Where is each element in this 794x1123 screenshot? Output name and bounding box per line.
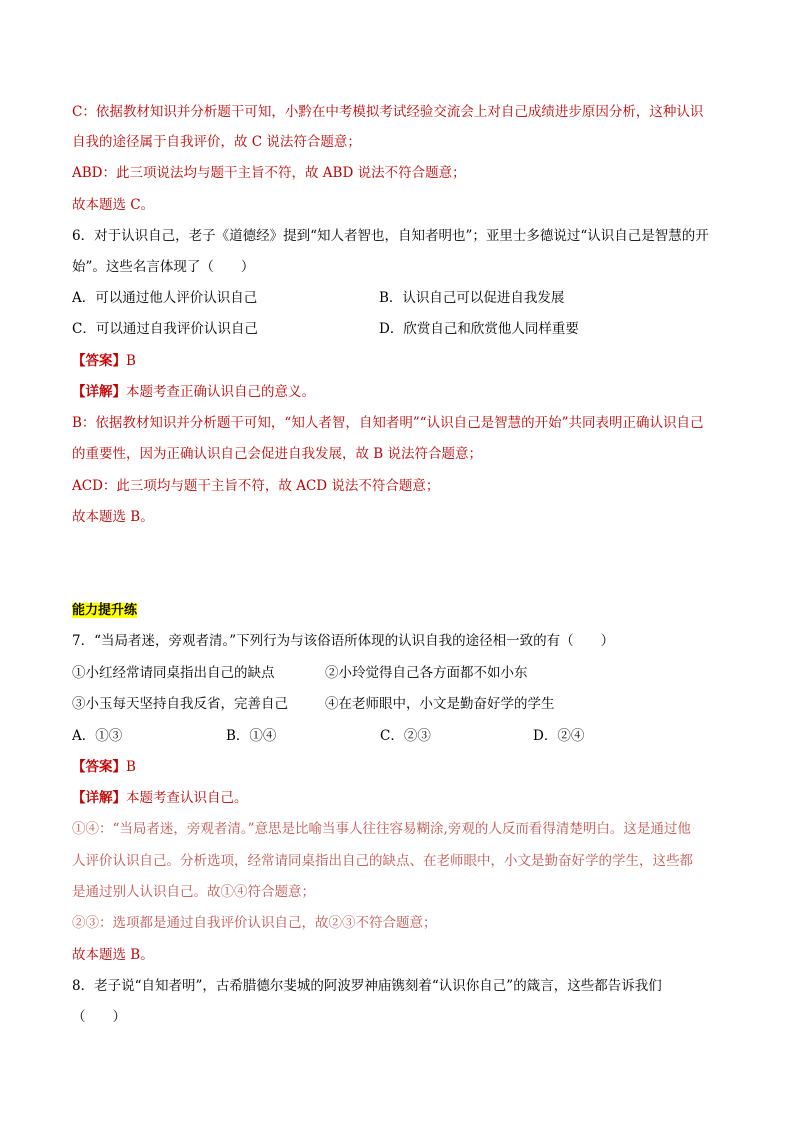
q7-item-3: ③小玉每天坚持自我反省，完善自己 bbox=[72, 696, 288, 712]
q7-exp-line1: ①④：“当局者迷，旁观者清。”意思是比喻当事人往往容易糊涂,旁观的人反而看得清楚明白。这是通过他 bbox=[72, 821, 691, 837]
q6-detail-text: 本题考查正确认识自己的意义。 bbox=[126, 384, 315, 400]
q6-stem-line2: 始”。这些名言体现了（ ） bbox=[72, 259, 255, 275]
q5-exp-line3: ABD：此三项说法均与题干主旨不符，故 ABD 说法不符合题意； bbox=[72, 165, 466, 181]
q6-option-a: A．可以通过他人评价认识自己 bbox=[72, 290, 258, 306]
q6-exp-line3: ACD：此三项均与题干主旨不符，故 ACD 说法不符合题意； bbox=[72, 478, 440, 494]
q5-exp-line1: C：依据教材知识并分析题干可知，小黔在中考模拟考试经验交流会上对自己成绩进步原因分析，这种认识 bbox=[72, 104, 704, 120]
q6-answer bbox=[72, 352, 136, 370]
q6-exp-line2: 的重要性，因为正确认识自己会促进自我发展，故 B 说法符合题意； bbox=[72, 446, 483, 462]
q7-answer-tag: 【答案】 bbox=[72, 759, 126, 775]
q6-detail-tag: 【详解】 bbox=[72, 384, 126, 400]
q5-exp-line2: 自我的途径属于自我评价，故 C 说法符合题意； bbox=[72, 134, 361, 150]
q5-exp-line4: 故本题选 C。 bbox=[72, 197, 155, 213]
q6-answer-value: B bbox=[126, 353, 136, 369]
q7-exp-line3: 是通过别人认识自己。故①④符合题意； bbox=[72, 884, 315, 900]
q7-option-b: B．①④ bbox=[226, 728, 277, 744]
section-title bbox=[72, 601, 137, 619]
q7-item-2: ②小玲觉得自己各方面都不如小东 bbox=[325, 665, 528, 681]
q6-option-b: B．认识自己可以促进自我发展 bbox=[379, 290, 565, 306]
q7-stem: 7．“当局者迷，旁观者清。”下列行为与该俗语所体现的认识自我的途径相一致的有（ ） bbox=[72, 633, 615, 649]
q6-option-c: C．可以通过自我评价认识自己 bbox=[72, 321, 258, 337]
q7-detail-tag: 【详解】 bbox=[72, 790, 126, 806]
q7-option-d: D．②④ bbox=[533, 728, 585, 744]
q7-option-a: A．①③ bbox=[72, 728, 123, 744]
q6-option-d: D．欣赏自己和欣赏他人同样重要 bbox=[379, 321, 579, 337]
q6-detail bbox=[72, 383, 315, 401]
q6-stem-line1: 6．对于认识自己，老子《道德经》提到“知人者智也，自知者明也”；亚里士多德说过“认识自己是智慧的开 bbox=[72, 228, 709, 244]
q7-detail-text: 本题考查认识自己。 bbox=[126, 790, 248, 806]
q7-answer bbox=[72, 758, 136, 776]
q7-answer-value: B bbox=[126, 759, 136, 775]
q7-exp-line4: ②③：选项都是通过自我评价认识自己，故②③不符合题意； bbox=[72, 915, 437, 931]
q6-exp-line1: B：依据教材知识并分析题干可知，“知人者智，自知者明”“认识自己是智慧的开始”共同表明正确认识自己 bbox=[72, 415, 704, 431]
q7-detail bbox=[72, 789, 248, 807]
q7-exp-line2: 人评价认识自己。分析选项，经常请同桌指出自己的缺点、在老师眼中，小文是勤奋好学的学生，这些都 bbox=[72, 853, 693, 869]
q6-answer-tag: 【答案】 bbox=[72, 353, 126, 369]
q6-exp-line4: 故本题选 B。 bbox=[72, 509, 154, 525]
q8-stem-line2: （ ） bbox=[72, 1009, 126, 1025]
q7-option-c: C．②③ bbox=[380, 728, 431, 744]
q7-item-4: ④在老师眼中，小文是勤奋好学的学生 bbox=[325, 696, 555, 712]
q8-stem-line1: 8．老子说“自知者明”，古希腊德尔斐城的阿波罗神庙镌刻着“认识你自己”的箴言，这些都告诉我们 bbox=[72, 978, 662, 994]
q7-exp-line5: 故本题选 B。 bbox=[72, 947, 154, 963]
section-title-text: 能力提升练 bbox=[72, 603, 138, 618]
q7-item-1: ①小红经常请同桌指出自己的缺点 bbox=[72, 665, 275, 681]
